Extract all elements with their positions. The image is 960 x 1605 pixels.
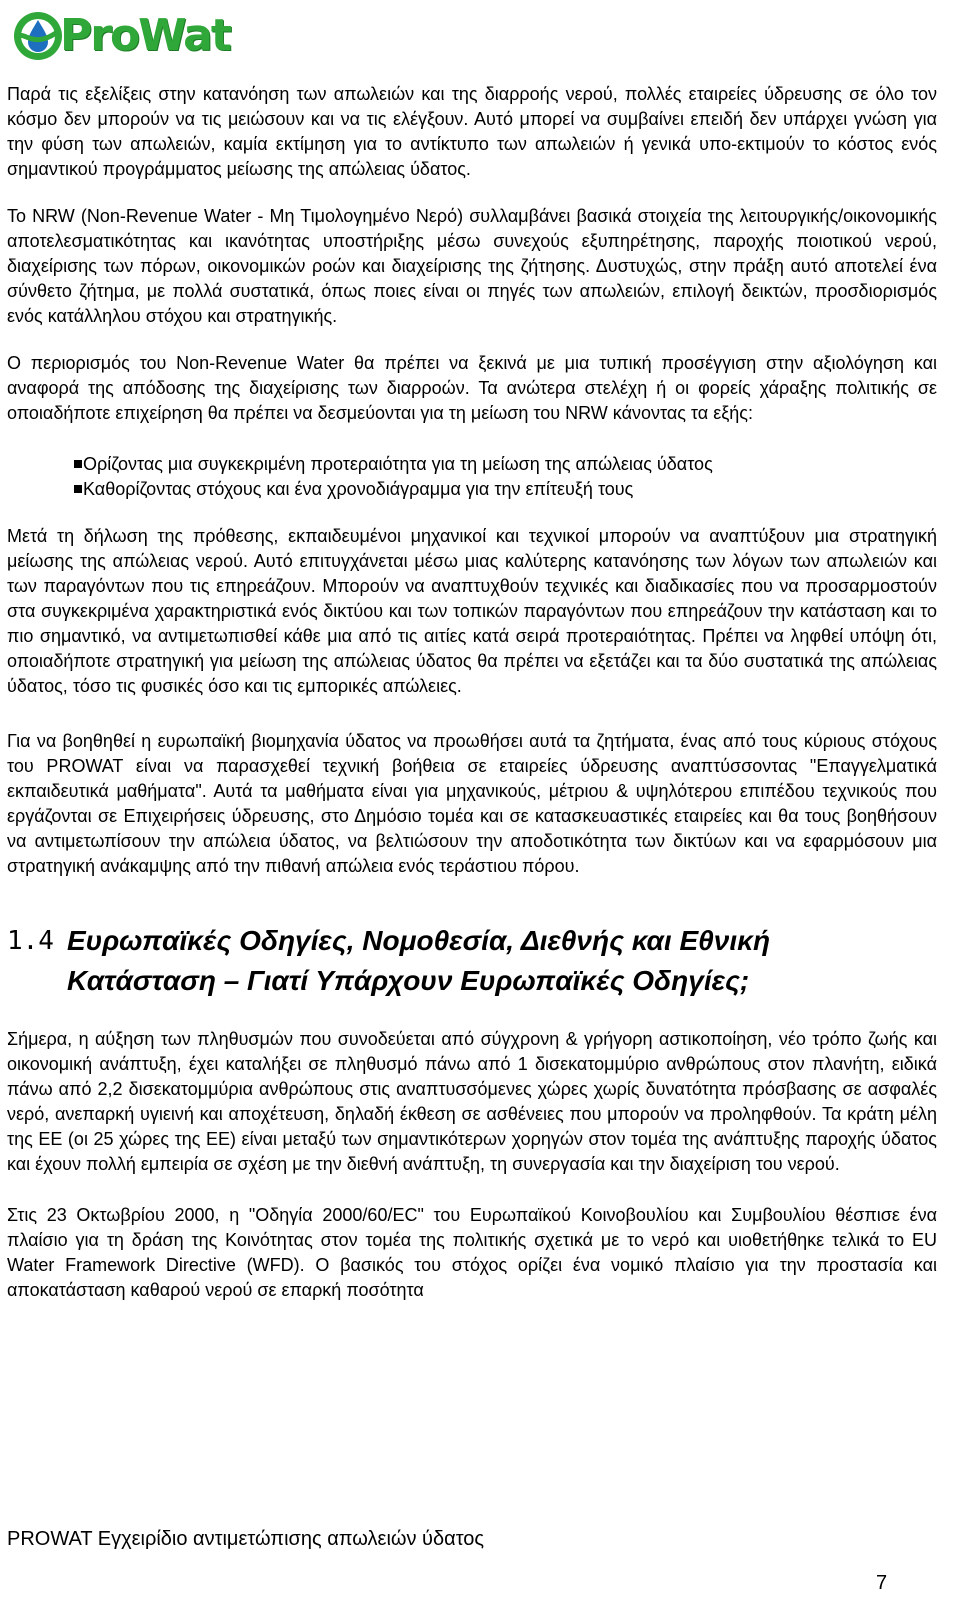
paragraph: Μετά τη δήλωση της πρόθεσης, εκπαιδευμένοι μηχανικοί και τεχνικοί μπορούν να αναπτύξουν μια στρατηγική μείωσης της απώλειας νερού. Αυτό επιτυγχάνεται μέσω μιας καλύτερης κατανόησης των λόγων των απωλειών και των παραγόντων που τις επηρεάζουν. Μπορούν να αναπτυχθούν τεχνικές και διαδικασίες που να προσαρμοστούν στα συγκεκριμένα χαρακτηριστικά ενός δικτύου και των τοπικών παραγόντων που επηρεάζουν την κατάσταση και το πιο σημαντικό, να αντιμετωπισθεί κάθε μια από τις αιτίες κατά σειρά προτεραιότητας. Πρέπει να ληφθεί υπόψη ότι, οποιαδήποτε στρατηγική για μείωση της απώλειας ύδατος θα πρέπει να εξετάζει και τα δύο συστατικά της απώλειας ύδατος, τόσο τις φυσικές όσο και τις εμπορικές απώλειες.: [7, 526, 937, 696]
footer-text: PROWAT Εγχειρίδιο αντιμετώπισης απωλειών ύδατος: [7, 1528, 485, 1550]
section-number: 1.4: [7, 926, 54, 956]
list-item: [7, 477, 937, 502]
water-drop-icon: [10, 8, 66, 64]
paragraph: Το NRW (Non-Revenue Water - Μη Τιμολογημένο Νερό) συλλαμβάνει βασικά στοιχεία της λειτουργικής/οικονομικής αποτελεσματικότητας και ικανότητας υποστήριξης μέσω συνεχούς εξυπηρέτησης, παροχής ποιοτικού νερού, διαχείρισης των πόρων, οικονομικών ροών και διαχείρισης της ζήτησης. Δυστυχώς, στην πράξη αυτό αποτελεί ένα σύνθετο ζήτημα, με πολλά συστατικά, όπως ποιες είναι οι πηγές των απωλειών, επιλογή δεικτών, προσδιορισμός ενός κατάλληλου στόχου και στρατηγικής.: [7, 206, 937, 326]
logo-text: ProWat: [60, 10, 230, 61]
list-item-text: Καθορίζοντας στόχους και ένα χρονοδιάγραμμα για την επίτευξή τους: [83, 479, 634, 499]
page-number: 7: [876, 1572, 888, 1594]
paragraph: Σήμερα, η αύξηση των πληθυσμών που συνοδεύεται από σύγχρονη & γρήγορη αστικοποίηση, νέο τρόπο ζωής και οικονομική ανάπτυξη, έχει καταλήξει σε πληθυσμό πάνω από 1 δισεκατομμύριο ανθρώπους στον πλανήτη, ειδικά πάνω από 2,2 δισεκατομμύρια ανθρώπους στις αναπτυσσόμενες χώρες χωρίς δυνατότητα πρόσβασης σε ασφαλές νερό, ανεπαρκή υγιεινή και αποχέτευση, δηλαδή έκθεση σε ασθένειες που μπορούν να προληφθούν. Τα κράτη μέλη της ΕΕ (οι 25 χώρες της ΕΕ) είναι μεταξύ των σημαντικότερων χορηγών στον τομέα της ανάπτυξης παροχής ύδατος και έχουν πολλή εμπειρία σε σχέση με την διεθνή ανάπτυξη, τη συνεργασία και την διαχείριση του νερού.: [7, 1029, 937, 1174]
paragraph: Στις 23 Οκτωβρίου 2000, η "Οδηγία 2000/60/EC" του Ευρωπαϊκού Κοινοβουλίου και Συμβουλίου θέσπισε ένα πλαίσιο για τη δράση της Κοινότητας στον τομέα της πολιτικής σχετικά με το νερό και υιοθετήθηκε τελικά το EU Water Framework Directive (WFD). Ο βασικός του στόχος ορίζει ένα νομικό πλαίσιο για την προστασία και αποκατάσταση καθαρού νερού σε επαρκή ποσότητα: [7, 1205, 937, 1300]
document-body: [7, 82, 937, 1325]
paragraph: Για να βοηθηθεί η ευρωπαϊκή βιομηχανία ύδατος να προωθήσει αυτά τα ζητήματα, ένας από τους κύριους στόχους του PROWAT είναι να παρασχεθεί τεχνική βοήθεια σε εταιρείες ύδρευσης αναπτύσσοντας "Επαγγελματικά εκπαιδευτικά μαθήματα". Αυτά τα μαθήματα είναι για μηχανικούς, μέτριου & υψηλότερου επιπέδου τεχνικούς που εργάζονται σε Επιχειρήσεις ύδρευσης, στο Δημόσιο τομέα και σε κατασκευαστικές εταιρείες και θα τους βοηθήσουν να αντιμετωπίσουν την απώλεια ύδατος, να βελτιώσουν την αποδοτικότητα των δικτύων και να εφαρμόσουν μια στρατηγική ανάκαμψης από την πιθανή απώλεια ενός τεράστιου πόρου.: [7, 731, 937, 876]
section-title: Ευρωπαϊκές Οδηγίες, Νομοθεσία, Διεθνής και Εθνική Κατάσταση – Γιατί Υπάρχουν Ευρωπαϊκές Οδηγίες;: [67, 925, 771, 996]
paragraph: Παρά τις εξελίξεις στην κατανόηση των απωλειών και της διαρροής νερού, πολλές εταιρείες ύδρευσης σε όλο τον κόσμο δεν μπορούν να τις μειώσουν και να τις ελέγξουν. Αυτό μπορεί να συμβαίνει επειδή δεν υπάρχει γνώση για την φύση των απωλειών, καμία εκτίμηση για το αντίκτυπο των απωλειών ή γενικά υπο-εκτιμούν το κόστος ενός σημαντικού προγράμματος μείωσης της απώλειας ύδατος.: [7, 84, 937, 179]
bullet-square-icon: [74, 460, 82, 468]
bullet-list: [7, 452, 937, 502]
list-item-text: Ορίζοντας μια συγκεκριμένη προτεραιότητα για τη μείωση της απώλειας ύδατος: [83, 454, 713, 474]
list-item: [7, 452, 937, 477]
prowat-logo: [10, 8, 230, 64]
bullet-square-icon: [74, 485, 82, 493]
section-heading: [7, 921, 937, 1001]
paragraph: Ο περιορισμός του Non-Revenue Water θα πρέπει να ξεκινά με μια τυπική προσέγγιση στην αξιολόγηση και αναφορά της απόδοσης της διαχείρισης των διαρροών. Τα ανώτερα στελέχη ή οι φορείς χάραξης πολιτικής σε οποιαδήποτε επιχείρηση θα πρέπει να δεσμεύονται για τη μείωση του NRW κάνοντας τα εξής:: [7, 353, 937, 423]
